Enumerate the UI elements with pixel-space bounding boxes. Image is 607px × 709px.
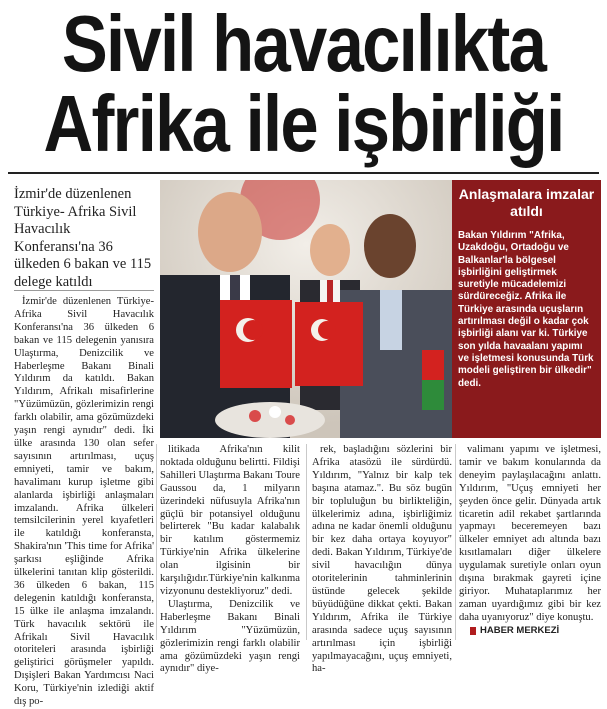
news-photo [160,180,452,438]
sidebar-text: Bakan Yıldırım "Afrika, Uzakdoğu, Ortadoğu ve Balkanlar'la bölgesel işbirliğini geliştirmek suretiyle mücadelemizi sürdüreceğiz. Afrika ile Türkiye arasında uçuşların artırılması değil o kadar çok işbirliği alanı var ki. Türkiye son yılda havaalanı yapımı ve işletmesi konusunda Türk modeli geliştiren bir ülkedir" dedi. [458,230,594,389]
byline-marker [470,627,476,635]
article-column-3 [312,444,452,676]
article-text: Ulaştırma, Denizcilik ve Haberleşme Bakanı Binali Yıldırım "Yüzümüzün, gözlerimizin rengi farklı olabilir ama gözümüzdeki yaşın rengi aynıdır" diye- [160,598,300,675]
article-text: rek, başladığını sözlerini bir Afrika atasözü ile sürdürdü. Yıldırım, "Yalnız bir kalp tek başına atamaz.". Bu söz bugün bir topluluğun bu birlikteliğin, ülkelerimiz adına, işbirliğimiz adına ne kadar önemli olduğunu bir kez daha ortaya koyuyor" dedi. Bakan Yıldırım, Türkiye'de sivil havacılığın dünya otoritelerinin tahminlerinin üstünde gelecek şekilde büyüdüğüne dikkat çekti. Bakan Yıldırım, Afrika ile Türkiye arasında sadece uçuş sayısının artırılması için işbirliği yapılmayacağını, uçuş emniyeti, ha- [312,444,452,675]
summary-rule [14,290,154,291]
column-divider [306,444,307,640]
article-text: valimanı yapımı ve işletmesi, tamir ve bakım konularında da deneyim paylaşılacağını anlattı. Yıldırım, "Uçuş emniyeti her şeyden önce gelir. Dünyada artık ticaretin adil rekabet şartlarında yapmayı beceremeyen bazı ülkeler emniyet adı altında bazı kısıtlamaları diğer ülkelere uygulamak suretiyle onları oyun dışına bırakmak gayreti içine giriyor. Muhataplarımız her zaman uyardığımız gibi bir kez daha uyanıyoruz" diye konuştu. [459,444,601,623]
column-divider [455,444,456,640]
article-column-2 [160,444,300,676]
headline-line-1: Sivil havacılıkta [61,0,546,88]
sidebar-box [452,180,601,438]
headline-rule [8,172,599,174]
article-text: litikada Afrika'nın kilit noktada olduğunu belirtti. Fildişi Sahilleri Ulaştırma Bakanı Toure Gaussou da, 1 milyarın üzerindeki nüfusuyla Afrika'nın güçlü bir potansiyel olduğunu belirterek "Bu kadar kalabalık bir katılım göstermemiz Türkiye'nin Afrika ülkelerine olan ilgisinin bir karşılığıdır.Türkiye'nin kalkınma vizyonunu destekliyoruz" dedi. [160,444,300,597]
byline: HABER MERKEZİ [480,625,560,636]
article-column-4 [459,444,601,625]
summary-deck: İzmir'de düzenlenen Türkiye- Afrika Sivil Havacılık Konferansı'na 36 ülkeden 6 bakan ve 115 delege katıldı [14,186,152,290]
headline-line-2: Afrika ile işbirliği [43,79,564,168]
article-column-1 [14,296,154,709]
article-text: İzmir'de düzenlenen Türkiye- Afrika Sivil Havacılık Konferansı'na 36 ülkeden 6 bakan ve 115 delegenin yanısıra Ulaştırma, Denizcilik ve Haberleşme Bakanı Binali Yıldırım da katıldı. Bakan Yıldırım, Afrikalı misafirlerine "Yüzümüzün, gözlerimizin rengi farklı olabilir, ama gözümüzdeki yaşın rengi aynıdır" dedi. İki ülke arasında 130 olan sefer sayısının artırılması, uçuş emniyeti, tamir ve bakım, havalimanı kurup işletme gibi alanlarda işbirliği anlaşmaları imzalandı. Afrika ülkeleri temsilcilerinin yerel kıyafetleri ile katıldığı konferansta, Shakira'nın 'This time for Afrika' şarkısı eşliğinde Afrika ülkelerini tanıtan klip gösterildi. 36 ülkeden 6 bakan, 115 delegenin katıldığı konferansta, 15 ülke ile anlaşma imzalandı. Türk havacılık sektörü ile Afrikalı Sivil Havacılık otoriteleri arasında işbirliği geliştirici görüşmeler yapıldı. Dışişleri Bakan Yardımcısı Naci Koru, Türkiye'nin izlediği aktif dış po- [14,296,154,708]
photo-illustration [160,180,452,438]
column-divider [156,444,157,640]
sidebar-title: Anlaşmalara imzalar atıldı [458,186,595,219]
